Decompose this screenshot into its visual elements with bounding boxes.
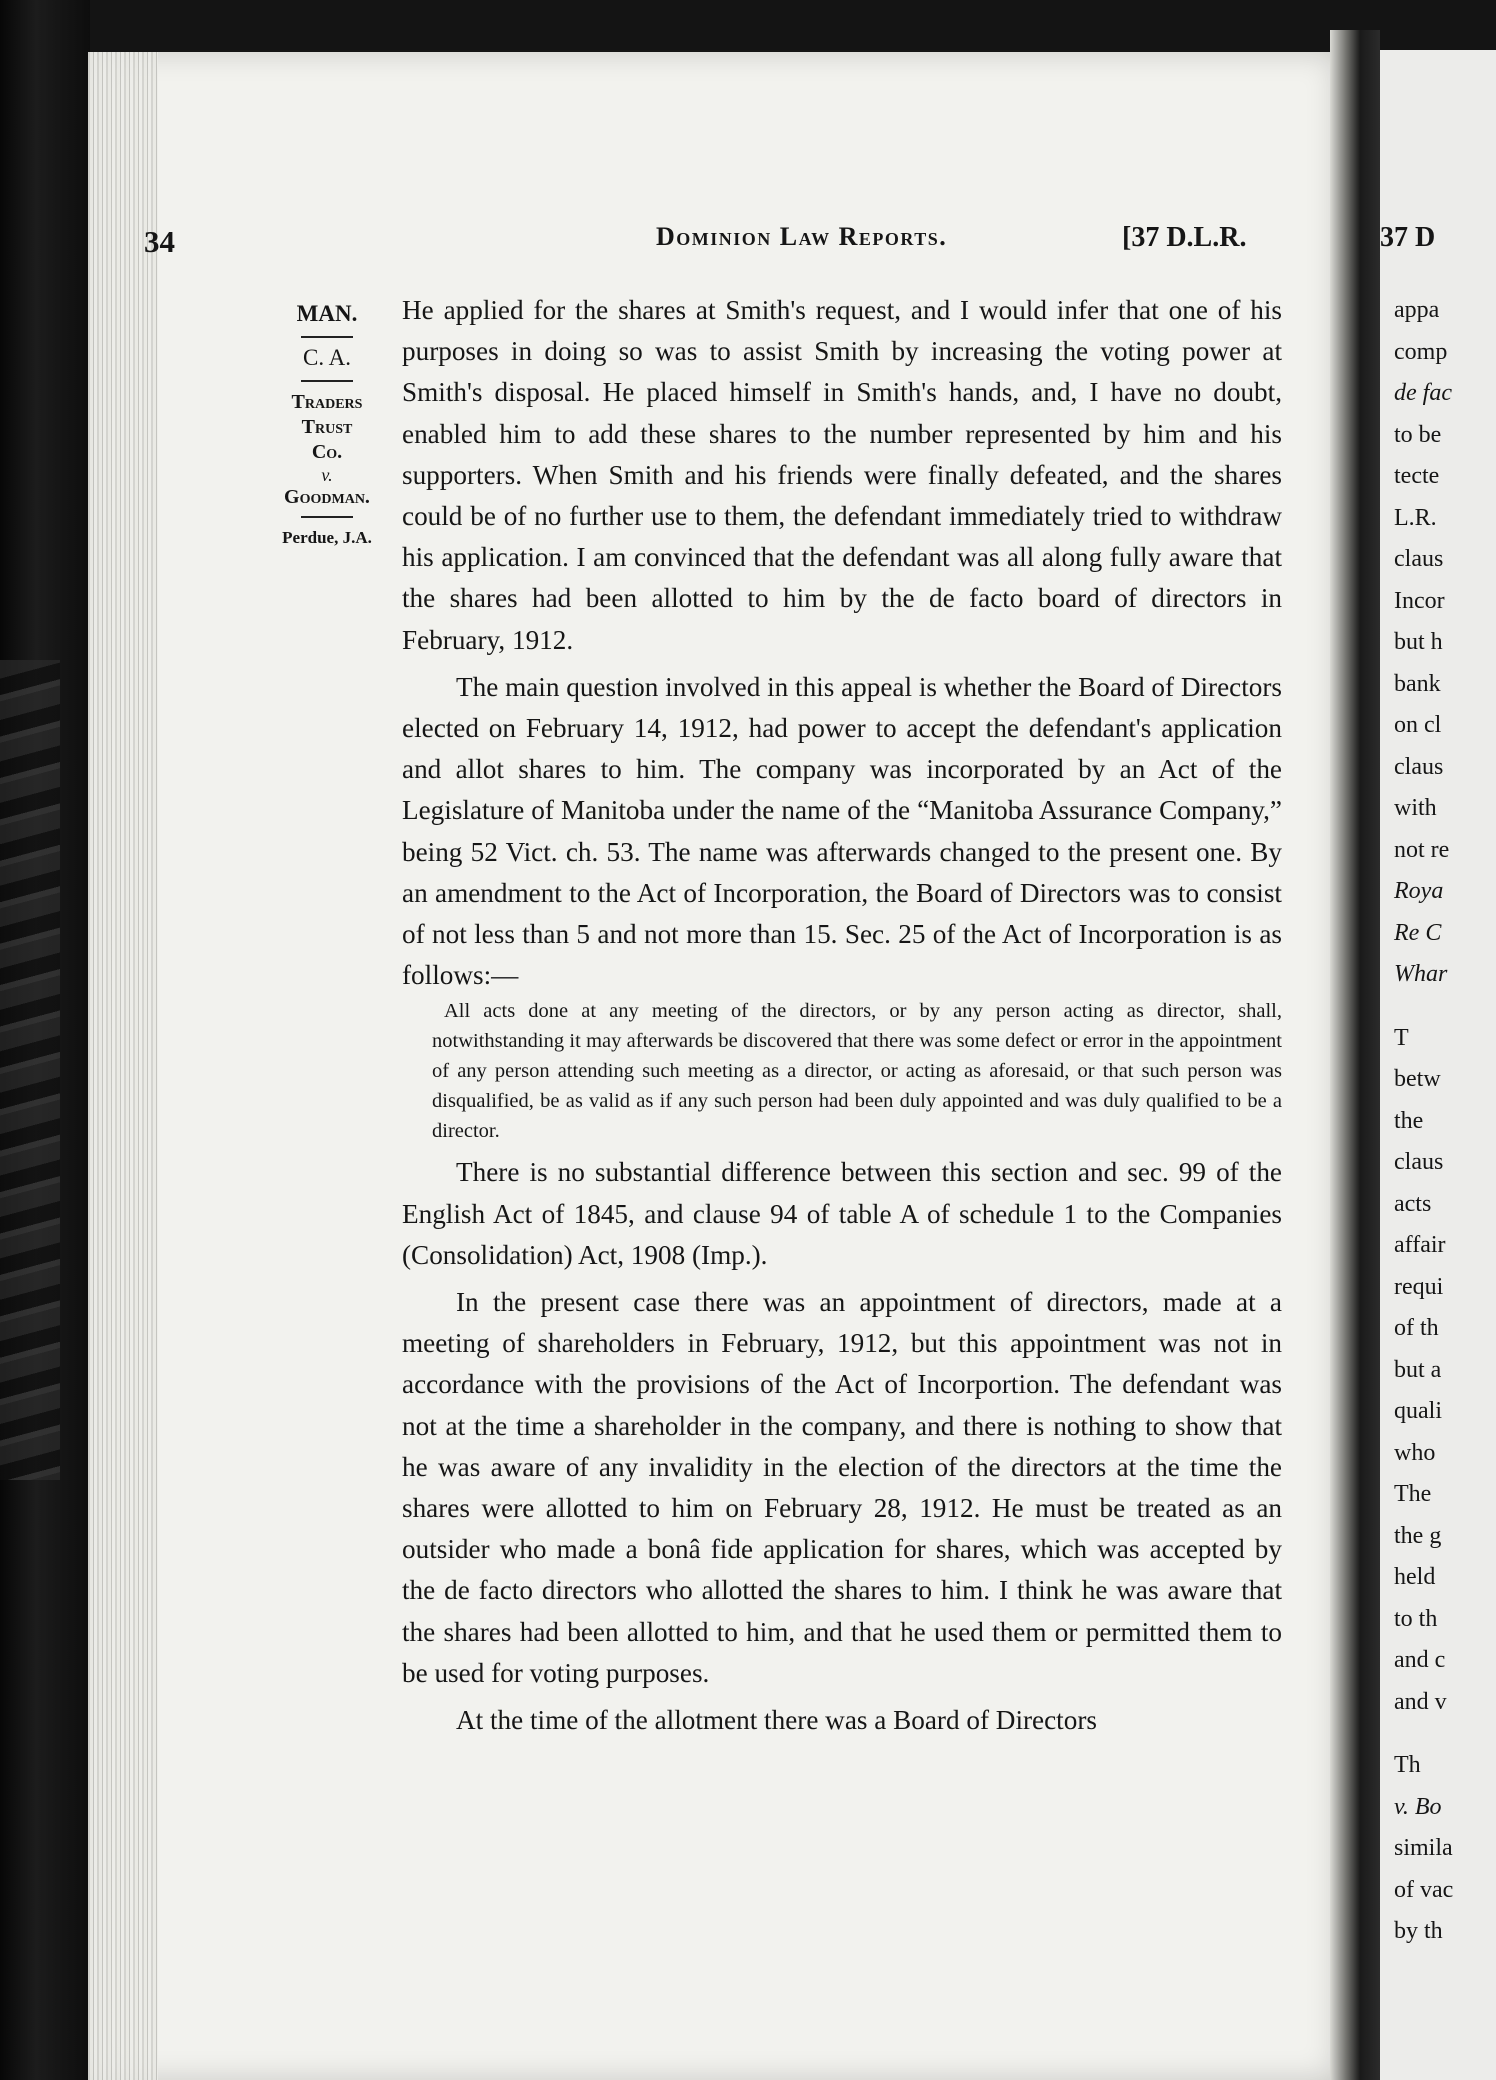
page-edges xyxy=(88,52,158,2080)
court-abbrev: MAN. xyxy=(296,301,358,326)
facing-page-line: and c xyxy=(1394,1647,1446,1673)
facing-page-line: claus xyxy=(1394,1149,1444,1175)
facing-page-line: acts xyxy=(1394,1190,1432,1217)
facing-page-fragment xyxy=(1380,50,1496,2080)
paragraph-5: At the time of the allotment there was a Board of Directors xyxy=(456,1705,1097,1736)
facing-page-line: to th xyxy=(1394,1605,1438,1632)
facing-page-line: simila xyxy=(1394,1835,1453,1861)
case-name-line: Goodman. xyxy=(284,486,370,508)
facing-page-line: but h xyxy=(1394,629,1443,655)
margin-divider xyxy=(301,516,353,518)
case-name-line: Traders xyxy=(291,391,363,413)
paragraph-4: In the present case there was an appointment of directors, made at a meeting of shareholders in February, 1912, but this appointment was not in accordance with the provisions of the Act of Incorportion. The defendant was not at the time a shareholder in the company, and there is nothing to show that he was aware of any invalidity in the election of the directors at the time the shares were allotted to him on February 28, 1912. He must be treated as an outsider who made a bonâ fide application for shares, which was accepted by the de facto directors who allotted the shares to him. I think he was aware that the shares had been allotted to him, and that he used them or permitted them to be used for voting purposes. xyxy=(402,1287,1282,1688)
facing-page-line: Th xyxy=(1394,1752,1421,1778)
facing-page-line: but a xyxy=(1394,1356,1442,1383)
facing-page-line: comp xyxy=(1394,338,1448,365)
facing-page-line: Roya xyxy=(1394,878,1444,904)
facing-page-line: requi xyxy=(1394,1273,1444,1300)
facing-page-line: The xyxy=(1394,1481,1432,1507)
volume-citation: [37 D.L.R. xyxy=(1122,222,1247,253)
facing-page-line: quali xyxy=(1394,1398,1442,1424)
facing-page-line: Re C xyxy=(1394,919,1442,946)
facing-page-line: not re xyxy=(1394,836,1450,863)
facing-page-line: betw xyxy=(1394,1066,1441,1092)
facing-page-line: claus xyxy=(1394,753,1444,780)
facing-page-line: tecte xyxy=(1394,463,1440,489)
margin-divider xyxy=(301,380,353,382)
case-name-line: Trust xyxy=(301,416,353,438)
facing-page-line: and v xyxy=(1394,1688,1447,1715)
running-title: Dominion Law Reports. xyxy=(656,222,948,251)
facing-page-line: of vac xyxy=(1394,1876,1454,1903)
facing-page-line: the g xyxy=(1394,1522,1442,1549)
case-versus: v. xyxy=(321,465,333,485)
facing-page-line: the xyxy=(1394,1107,1424,1134)
statute-quote: All acts done at any meeting of the directors, or by any person acting as director, shall, notwithstanding it may afterwards be discovered that there was some defect or error in the appointment of any person attending such meeting as a director, or acting as aforesaid, or that such person was disqualified, be as valid as if any such person had been duly appointed and was duly qualified to be a director. xyxy=(432,1000,1282,1143)
case-name-line: Co. xyxy=(311,441,343,463)
facing-page-line: affair xyxy=(1394,1232,1446,1258)
facing-page-line: L.R. xyxy=(1394,504,1437,531)
margin-notes xyxy=(262,302,392,550)
facing-page-line: v. Bo xyxy=(1394,1793,1442,1820)
paragraph-2: The main question involved in this appeal is whether the Board of Directors elected on February 14, 1912, had power to accept the defendant's application and allot shares to him. The company was incorporated by an Act of the Legislature of Manitoba under the name of the “Manitoba Assurance Company,” being 52 Vict. ch. 53. The name was afterwards changed to the present one. By an amendment to the Act of Incorporation, the Board of Directors was to consist of not less than 5 and not more than 15. Sec. 25 of the Act of Incorporation is as follows:— xyxy=(402,671,1282,991)
facing-page-line: held xyxy=(1394,1564,1436,1590)
book-gutter xyxy=(1330,30,1380,2080)
facing-page-line: T xyxy=(1394,1024,1409,1051)
facing-page-line xyxy=(1394,996,1496,1018)
facing-page-line: Incor xyxy=(1394,587,1445,614)
facing-page-line: Whar xyxy=(1394,961,1448,987)
facing-page-line: de fac xyxy=(1394,380,1452,406)
facing-page-lines xyxy=(1394,290,1496,1953)
facing-page-line: with xyxy=(1394,795,1437,821)
facing-page-line: appa xyxy=(1394,297,1440,323)
facing-page-line: bank xyxy=(1394,670,1441,697)
facing-page-line xyxy=(1394,1723,1496,1745)
judge-name: Perdue, J.A. xyxy=(282,528,372,547)
marbled-endpaper xyxy=(0,660,60,1480)
facing-page-line: who xyxy=(1394,1439,1436,1466)
facing-page-header: 37 D xyxy=(1380,222,1436,253)
facing-page-line: by th xyxy=(1394,1918,1443,1944)
facing-page-line: of th xyxy=(1394,1315,1439,1341)
facing-page-line: claus xyxy=(1394,546,1444,572)
page-number: 34 xyxy=(144,224,175,259)
facing-page-line: on cl xyxy=(1394,712,1442,738)
court-division: C. A. xyxy=(303,345,351,370)
main-text xyxy=(402,290,1282,1741)
paragraph-1: He applied for the shares at Smith's request, and I would infer that one of his purposes in doing so was to assist Smith by increasing the voting power at Smith's disposal. He placed himself in Smith's hands, and, I have no doubt, enabled him to add these shares to the number represented by him and his supporters. When Smith and his friends were finally defeated, and the shares could be of no further use to them, the defendant immediately tried to withdraw his application. I am convinced that the defendant was all along fully aware that the shares had been allotted to him by the de facto board of directors in February, 1912. xyxy=(402,295,1282,655)
margin-divider xyxy=(301,336,353,338)
facing-page-line: to be xyxy=(1394,421,1442,448)
paragraph-3: There is no substantial difference between this section and sec. 99 of the English Act of 1845, and clause 94 of table A of schedule 1 to the Companies (Consolidation) Act, 1908 (Imp.). xyxy=(402,1157,1282,1270)
